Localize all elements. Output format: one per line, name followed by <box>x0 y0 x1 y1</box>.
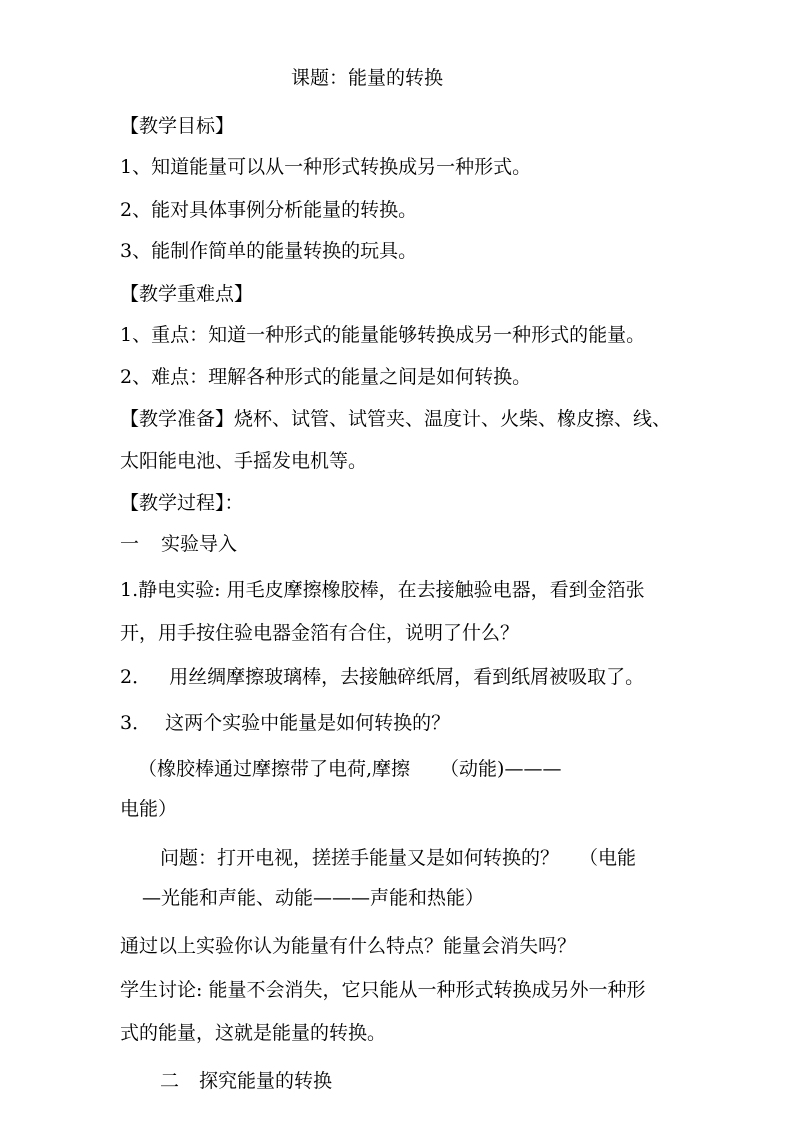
step-2-number: 2． <box>120 666 152 688</box>
section-2-number: 二 <box>160 1070 180 1092</box>
objective-item-2: 2、能对具体事例分析能量的转换。 <box>120 199 418 221</box>
question-line-2: —光能和声能、动能———声能和热能） <box>142 887 485 909</box>
discussion-line-1: 学生讨论: 能量不会消失，它只能从一种形式转换成另外一种形 <box>120 979 646 1001</box>
key-points-heading: 【教学重难点】 <box>120 283 254 305</box>
preparation-line-2: 太阳能电池、手摇发电机等。 <box>120 450 368 472</box>
question-answer-start: （电能 <box>579 847 637 869</box>
objective-item-3: 3、能制作简单的能量转换的玩具。 <box>120 240 418 262</box>
step-2-text: 用丝绸摩擦玻璃棒，去接触碎纸屑，看到纸屑被吸取了。 <box>169 666 645 688</box>
answer-line-1 <box>138 757 561 781</box>
question-line-1 <box>160 846 636 870</box>
step-2 <box>120 665 644 689</box>
section-2-title: 探究能量的转换 <box>199 1070 333 1092</box>
process-heading: 【教学过程】： <box>120 492 244 514</box>
answer-part-1: （橡胶棒通过摩擦带了电荷,摩擦 <box>138 758 411 780</box>
discussion-line-2: 式的能量，这就是能量的转换。 <box>120 1022 387 1044</box>
step-3-text: 这两个实验中能量是如何转换的？ <box>165 712 451 734</box>
page-title: 课题：能量的转换 <box>291 67 444 89</box>
answer-part-2: （动能)——— <box>440 758 562 780</box>
answer-line-2: 电能） <box>120 798 178 820</box>
section-1-title: 实验导入 <box>161 533 238 555</box>
section-2-heading <box>160 1069 332 1093</box>
objectives-heading: 【教学目标】 <box>120 115 235 137</box>
objective-item-1: 1、知道能量可以从一种形式转换成另一种形式。 <box>120 156 532 178</box>
preparation-heading: 【教学准备】 <box>120 408 235 430</box>
step-1-line-2: 开，用手按住验电器金箔有合住，说明了什么？ <box>120 622 520 644</box>
preparation-line-1 <box>120 407 671 431</box>
step-1-line-1: 1.静电实验: 用毛皮摩擦橡胶棒，在去接触验电器，看到金箔张 <box>120 579 645 601</box>
step-3 <box>120 711 450 735</box>
section-1-heading <box>120 532 237 556</box>
key-point-item-2: 2、难点：理解各种形式的能量之间是如何转换。 <box>120 366 532 388</box>
key-point-item-1: 1、重点：知道一种形式的能量能够转换成另一种形式的能量。 <box>120 324 646 346</box>
question-text: 问题：打开电视，搓搓手能量又是如何转换的？ <box>160 847 560 869</box>
step-3-number: 3． <box>120 712 152 734</box>
section-1-number: 一 <box>120 533 140 555</box>
features-question: 通过以上实验你认为能量有什么特点？能量会消失吗？ <box>120 935 577 957</box>
preparation-text: 烧杯、试管、试管夹、温度计、火柴、橡皮擦、线、 <box>234 408 672 430</box>
